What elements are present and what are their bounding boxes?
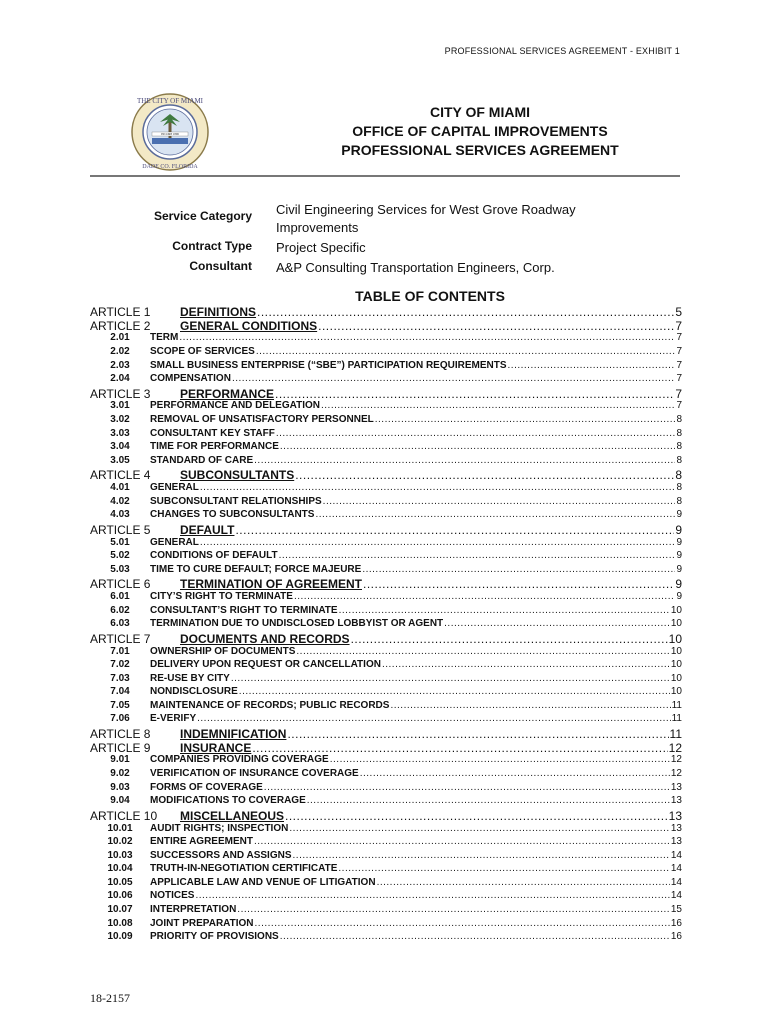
toc-entry-number: ARTICLE 7 [90,631,151,646]
toc-dot-leader [294,591,675,602]
toc-entry-number: 10.03 [107,849,133,861]
toc-entry-title: AUDIT RIGHTS; INSPECTION [150,822,289,834]
toc-dot-leader [255,918,670,929]
toc-entry-title: E-VERIFY [150,713,197,725]
toc-entry-title: COMPENSATION [150,373,231,385]
toc-dot-leader [280,441,676,452]
toc-page-number: 11 [671,713,682,725]
toc-page-number: 5 [675,305,682,319]
toc-section-entry[interactable] [90,373,682,387]
toc-article-entry[interactable] [90,741,682,755]
toc-entry-number: ARTICLE 3 [90,386,151,401]
toc-entry-number: 10.08 [107,917,133,929]
toc-dot-leader [363,577,674,591]
toc-dot-leader [200,537,676,548]
toc-dot-leader [179,332,675,343]
title-line-1: CITY OF MIAMI [429,104,531,120]
toc-page-number: 13 [668,808,682,823]
toc-section-entry[interactable] [90,509,682,523]
seal-top-text: THE CITY OF MIAMI [136,97,204,105]
toc-page-number: 8 [676,495,682,507]
toc-article-entry[interactable] [90,727,682,741]
toc-entry-number: 2.02 [110,345,130,357]
toc-page-number: 10 [670,645,682,657]
toc-page-number: 14 [670,849,682,861]
toc-section-entry[interactable] [90,890,682,904]
toc-page-number: 11 [671,699,682,711]
toc-entry-number: ARTICLE 8 [90,727,151,742]
toc-section-entry[interactable] [90,768,682,782]
toc-section-entry[interactable] [90,795,682,809]
toc-dot-leader [197,713,670,724]
toc-dot-leader [200,482,676,493]
toc-dot-leader [318,319,674,333]
toc-page-number: 14 [670,876,682,888]
toc-page-number: 14 [670,890,682,902]
toc-entry-title: INDEMNIFICATION [180,727,287,742]
toc-entry-number: 7.03 [110,672,130,684]
toc-dot-leader [296,646,669,657]
toc-section-entry[interactable] [90,618,682,632]
toc-entry-number: 3.01 [110,400,130,412]
toc-page-number: 10 [670,618,682,630]
toc-section-entry[interactable] [90,754,682,768]
toc-section-entry[interactable] [90,863,682,877]
toc-entry-title: ENTIRE AGREEMENT [150,836,253,848]
toc-section-entry[interactable] [90,673,682,687]
toc-article-entry[interactable] [90,577,682,591]
toc-entry-title: GENERAL CONDITIONS [180,318,318,333]
toc-entry-number: 7.05 [110,699,130,711]
toc-entry-title: APPLICABLE LAW AND VENUE OF LITIGATION [150,876,376,888]
toc-article-entry[interactable] [90,468,682,482]
toc-section-entry[interactable] [90,823,682,837]
toc-entry-number: 10.05 [107,876,133,888]
toc-entry-title: INSURANCE [180,740,252,755]
toc-entry-title: DEFAULT [180,522,235,537]
toc-article-entry[interactable] [90,523,682,537]
toc-page-number: 7 [676,332,682,344]
toc-entry-title: MODIFICATIONS TO COVERAGE [150,795,306,807]
toc-section-entry[interactable] [90,360,682,374]
toc-entry-title: TIME TO CURE DEFAULT; FORCE MAJEURE [150,563,362,575]
toc-dot-leader [231,673,670,684]
info-value: Project Specific [276,240,366,255]
toc-page-number: 8 [676,482,682,494]
toc-page-number: 10 [670,672,682,684]
horizontal-rule [90,175,680,177]
toc-entry-title: MISCELLANEOUS [180,808,285,823]
toc-entry-number: 10.01 [107,822,133,834]
toc-page-number: 9 [675,577,682,592]
toc-entry-title: PERFORMANCE AND DELEGATION [150,400,320,412]
toc-entry-title: TIME FOR PERFORMANCE [150,441,279,453]
toc-page-number: 12 [670,768,682,780]
toc-dot-leader [257,305,674,319]
toc-dot-leader [377,877,670,888]
toc-page-number: 9 [676,563,682,575]
toc-dot-leader [232,373,676,384]
toc-dot-leader [279,550,676,561]
toc-entry-number: 10.02 [107,836,133,848]
toc-entry-number: 9.01 [110,754,130,766]
toc-dot-leader [382,659,670,670]
toc-dot-leader [239,686,670,697]
toc-section-entry[interactable] [90,850,682,864]
header-note: PROFESSIONAL SERVICES AGREEMENT - EXHIBIT 1 [444,46,680,56]
toc-entry-number: 6.01 [110,591,130,603]
toc-dot-leader [285,809,668,823]
title-line-3: PROFESSIONAL SERVICES AGREEMENT [341,142,619,158]
toc-page-number: 14 [670,863,682,875]
toc-dot-leader [444,618,670,629]
toc-entry-title: TERM [150,332,179,344]
toc-dot-leader [275,387,674,401]
toc-entry-title: PRIORITY OF PROVISIONS [150,931,279,943]
toc-page-number: 8 [675,468,682,483]
toc-entry-title: SCOPE OF SERVICES [150,345,255,357]
toc-entry-title: DOCUMENTS AND RECORDS [180,631,350,646]
toc-section-entry[interactable] [90,428,682,442]
toc-heading: TABLE OF CONTENTS [355,288,505,304]
toc-entry-title: VERIFICATION OF INSURANCE COVERAGE [150,768,359,780]
toc-page-number: 10 [670,604,682,616]
toc-entry-number: 5.01 [110,536,130,548]
toc-section-entry[interactable] [90,564,682,578]
toc-entry-number: 3.05 [110,454,130,466]
contract-info [90,201,690,277]
toc-article-entry[interactable] [90,305,682,319]
toc-section-entry[interactable] [90,782,682,796]
toc-entry-title: REMOVAL OF UNSATISFACTORY PERSONNEL [150,414,374,426]
toc-dot-leader [276,428,676,439]
info-row-service-category [90,201,690,237]
toc-page-number: 13 [670,836,682,848]
toc-page-number: 11 [669,727,682,742]
toc-dot-leader [295,468,674,482]
toc-entry-number: ARTICLE 10 [90,808,158,823]
toc-page-number: 9 [676,591,682,603]
toc-entry-title: FORMS OF COVERAGE [150,781,263,793]
toc-section-entry[interactable] [90,646,682,660]
toc-page-number: 12 [668,740,682,755]
toc-entry-number: 9.04 [110,795,130,807]
toc-entry-number: 3.03 [110,427,130,439]
toc-section-entry[interactable] [90,713,682,727]
toc-dot-leader [362,564,675,575]
table-of-contents [90,305,682,945]
seal-center-text: INCORP 1896 [161,132,179,136]
toc-entry-number: 4.03 [110,509,130,521]
toc-dot-leader [256,346,676,357]
toc-page-number: 7 [676,400,682,412]
toc-dot-leader [375,414,676,425]
toc-dot-leader [390,700,670,711]
toc-entry-number: 10.04 [107,863,133,875]
toc-entry-title: STANDARD OF CARE [150,454,254,466]
toc-page-number: 12 [670,754,682,766]
toc-entry-title: CHANGES TO SUBCONSULTANTS [150,509,315,521]
toc-section-entry[interactable] [90,400,682,414]
toc-entry-title: SUBCONSULTANTS [180,468,295,483]
toc-page-number: 8 [676,427,682,439]
toc-entry-title: NONDISCLOSURE [150,686,238,698]
toc-page-number: 16 [670,931,682,943]
toc-page-number: 7 [675,386,682,401]
footer-document-id: 18-2157 [90,991,130,1005]
info-row-consultant [90,259,690,277]
toc-entry-number: 5.03 [110,563,130,575]
toc-section-entry[interactable] [90,918,682,932]
title-line-2: OFFICE OF CAPITAL IMPROVEMENTS [352,123,608,139]
toc-page-number: 9 [675,522,682,537]
toc-page-number: 8 [676,454,682,466]
toc-entry-number: 2.04 [110,373,130,385]
toc-entry-title: SUCCESSORS AND ASSIGNS [150,849,292,861]
toc-entry-title: PERFORMANCE [180,386,275,401]
toc-entry-number: 3.04 [110,441,130,453]
toc-section-entry[interactable] [90,659,682,673]
toc-section-entry[interactable] [90,455,682,469]
toc-entry-number: ARTICLE 5 [90,522,151,537]
toc-entry-title: COMPANIES PROVIDING COVERAGE [150,754,329,766]
toc-section-entry[interactable] [90,591,682,605]
seal-bottom-text: DADE CO. FLORIDA [142,164,198,170]
toc-dot-leader [338,863,669,874]
toc-dot-leader [330,754,670,765]
toc-entry-title: SUBCONSULTANT RELATIONSHIPS [150,495,322,507]
toc-entry-title: GENERAL [150,482,199,494]
toc-dot-leader [280,931,670,942]
toc-dot-leader [508,360,676,371]
toc-entry-number: ARTICLE 4 [90,468,151,483]
toc-section-entry[interactable] [90,836,682,850]
toc-section-entry[interactable] [90,605,682,619]
toc-entry-title: DEFINITIONS [180,305,257,319]
toc-section-entry[interactable] [90,441,682,455]
toc-entry-number: 4.01 [110,482,130,494]
toc-entry-title: SMALL BUSINESS ENTERPRISE (“SBE”) PARTICIPATION REQUIREMENTS [150,359,507,371]
toc-section-entry[interactable] [90,904,682,918]
toc-entry-title: TERMINATION OF AGREEMENT [180,577,362,592]
toc-entry-title: OWNERSHIP OF DOCUMENTS [150,645,296,657]
toc-entry-title: INTERPRETATION [150,904,237,916]
toc-article-entry[interactable] [90,809,682,823]
toc-page-number: 10 [670,659,682,671]
toc-dot-leader [323,496,676,507]
toc-section-entry[interactable] [90,346,682,360]
toc-entry-number: 6.02 [110,604,130,616]
toc-page-number: 10 [668,631,682,646]
toc-section-entry[interactable] [90,537,682,551]
toc-entry-number: 7.04 [110,686,130,698]
toc-dot-leader [237,904,670,915]
toc-entry-number: 3.02 [110,414,130,426]
toc-entry-title: NOTICES [150,890,195,902]
toc-entry-title: JOINT PREPARATION [150,917,254,929]
toc-entry-number: ARTICLE 1 [90,305,151,319]
toc-page-number: 9 [676,509,682,521]
toc-page-number: 8 [676,414,682,426]
toc-entry-number: ARTICLE 6 [90,577,151,592]
toc-section-entry[interactable] [90,550,682,564]
toc-dot-leader [254,455,675,466]
info-value: A&P Consulting Transportation Engineers, Corp. [276,260,555,275]
toc-entry-number: 7.06 [110,713,130,725]
toc-entry-number: 6.03 [110,618,130,630]
toc-article-entry[interactable] [90,387,682,401]
toc-entry-title: DELIVERY UPON REQUEST OR CANCELLATION [150,659,381,671]
toc-page-number: 13 [670,781,682,793]
toc-page-number: 7 [676,373,682,385]
toc-page-number: 13 [670,822,682,834]
toc-entry-number: 10.06 [107,890,133,902]
toc-entry-number: 5.02 [110,550,130,562]
toc-article-entry[interactable] [90,319,682,333]
toc-entry-number: ARTICLE 2 [90,318,151,333]
toc-dot-leader [254,836,670,847]
toc-page-number: 7 [676,345,682,357]
toc-section-entry[interactable] [90,482,682,496]
toc-dot-leader [360,768,670,779]
toc-dot-leader [321,400,675,411]
info-value: Civil Engineering Services for West Grove Roadway Improvements [276,202,576,235]
toc-page-number: 7 [675,318,682,333]
toc-entry-number: 7.01 [110,645,130,657]
toc-page-number: 13 [670,795,682,807]
toc-dot-leader [287,727,668,741]
info-label: Contract Type [172,239,252,253]
toc-article-entry[interactable] [90,632,682,646]
toc-entry-number: 7.02 [110,659,130,671]
toc-dot-leader [264,782,670,793]
toc-entry-number: 9.02 [110,768,130,780]
toc-dot-leader [307,795,670,806]
toc-dot-leader [351,632,668,646]
document-title [280,103,680,160]
toc-page-number: 7 [676,359,682,371]
toc-entry-title: CONSULTANT KEY STAFF [150,427,275,439]
toc-dot-leader [289,823,670,834]
toc-entry-title: RE-USE BY CITY [150,672,230,684]
toc-entry-number: 10.07 [107,904,133,916]
toc-dot-leader [293,850,670,861]
toc-entry-title: GENERAL [150,536,199,548]
toc-page-number: 8 [676,441,682,453]
toc-dot-leader [235,523,674,537]
toc-section-entry[interactable] [90,686,682,700]
toc-dot-leader [339,605,670,616]
toc-entry-title: TRUTH-IN-NEGOTIATION CERTIFICATE [150,863,338,875]
toc-page-number: 16 [670,917,682,929]
toc-section-entry[interactable] [90,700,682,714]
toc-page-number: 10 [670,686,682,698]
toc-section-entry[interactable] [90,496,682,510]
toc-entry-title: TERMINATION DUE TO UNDISCLOSED LOBBYIST OR AGENT [150,618,444,630]
toc-page-number: 15 [670,904,682,916]
toc-entry-number: ARTICLE 9 [90,740,151,755]
toc-page-number: 9 [676,536,682,548]
toc-entry-title: CITY’S RIGHT TO TERMINATE [150,591,293,603]
toc-section-entry[interactable] [90,931,682,945]
toc-entry-number: 10.09 [107,931,133,943]
city-seal-logo [130,92,210,172]
info-label: Consultant [189,259,252,273]
toc-section-entry[interactable] [90,877,682,891]
toc-dot-leader [195,890,669,901]
info-row-contract-type [90,239,690,257]
toc-dot-leader [315,509,675,520]
toc-entry-number: 9.03 [110,781,130,793]
toc-entry-number: 2.01 [110,332,130,344]
toc-section-entry[interactable] [90,332,682,346]
toc-entry-title: CONDITIONS OF DEFAULT [150,550,278,562]
toc-section-entry[interactable] [90,414,682,428]
toc-entry-title: MAINTENANCE OF RECORDS; PUBLIC RECORDS [150,699,390,711]
toc-entry-number: 4.02 [110,495,130,507]
toc-entry-number: 2.03 [110,359,130,371]
toc-dot-leader [252,741,667,755]
toc-entry-title: CONSULTANT’S RIGHT TO TERMINATE [150,604,338,616]
toc-page-number: 9 [676,550,682,562]
info-label: Service Category [153,209,252,223]
